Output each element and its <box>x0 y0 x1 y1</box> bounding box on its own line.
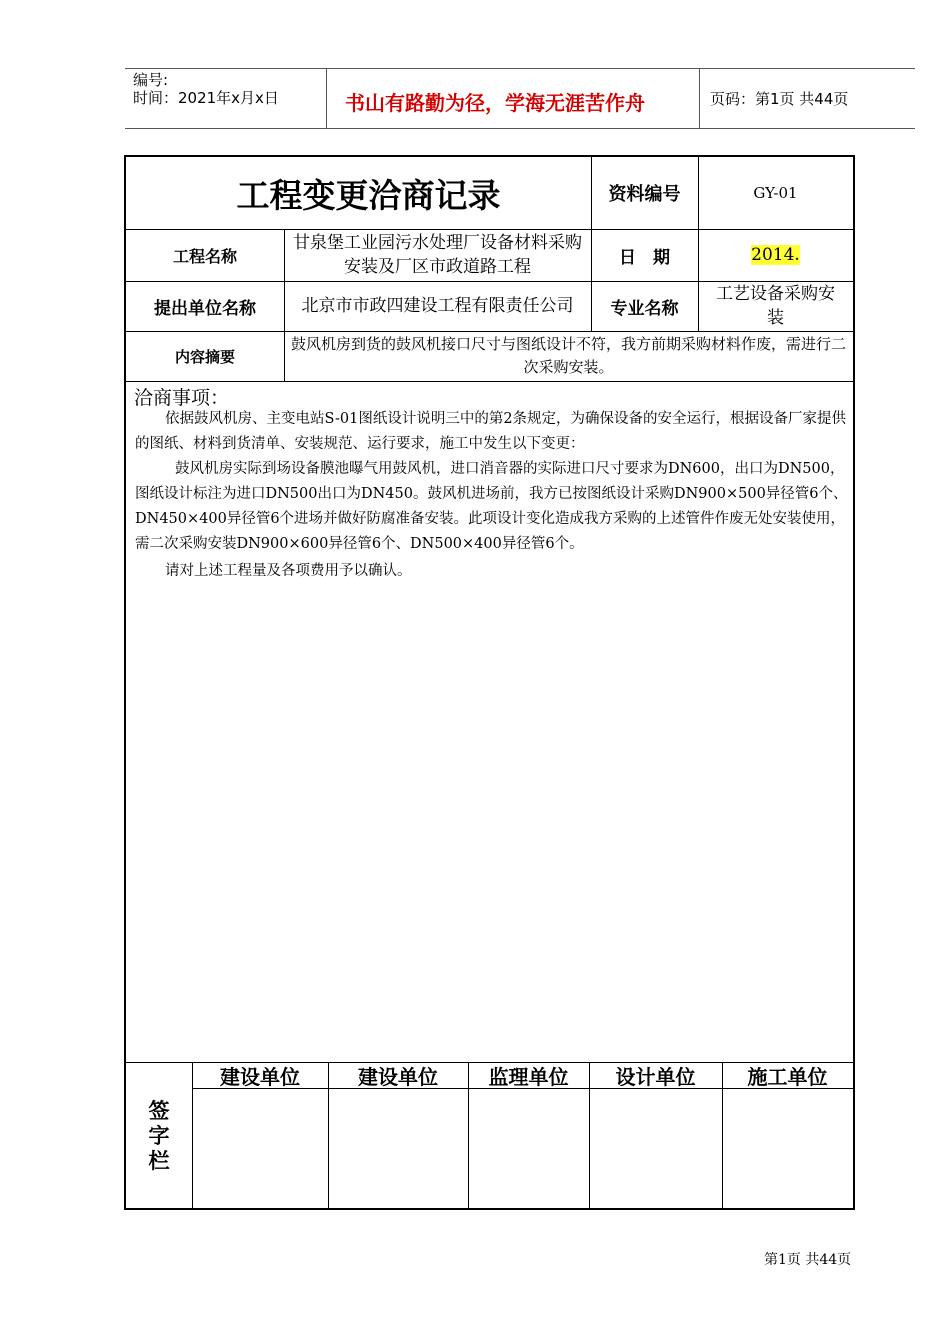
date-label: 日 期 <box>619 247 670 268</box>
header-page-number: 页码：第1页 共44页 <box>710 90 849 108</box>
date-value-cell <box>698 229 853 281</box>
signature-box[interactable] <box>590 1089 722 1208</box>
matters-paragraph: 依据鼓风机房、主变电站S-01图纸设计说明三中的第2条规定，为确保设备的安全运行，根据设备厂家提供的图纸、材料到货清单、安装规范、运行要求，施工中发生以下变更： <box>135 411 847 452</box>
doc-number-label: 资料编号 <box>608 184 681 205</box>
header-divider <box>326 68 327 128</box>
header-motto: 书山有路勤为径，学海无涯苦作舟 <box>345 91 645 115</box>
sign-column-header: 建设单位 <box>220 1064 300 1089</box>
signature-box[interactable] <box>469 1089 589 1208</box>
matters-body <box>135 407 849 584</box>
sign-column-header: 监理单位 <box>488 1064 569 1089</box>
signature-label <box>126 1062 192 1208</box>
specialty-label: 专业名称 <box>610 298 679 319</box>
header-top-rule <box>125 68 915 69</box>
document-time: 时间：2021年x月x日 <box>133 89 279 107</box>
doc-number-value: GY-01 <box>753 184 798 202</box>
signature-label-text: 签字栏 <box>148 1097 170 1173</box>
matters-label: 洽商事项： <box>134 387 230 409</box>
signature-box[interactable] <box>193 1089 328 1208</box>
summary-value: 鼓风机房到货的鼓风机接口尺寸与图纸设计不符，我方前期采购材料作废，需进行二次采购安装。 <box>290 335 846 376</box>
signature-box[interactable] <box>723 1089 853 1208</box>
submitting-unit-label: 提出单位名称 <box>154 298 256 319</box>
form-title: 工程变更洽商记录 <box>236 175 501 215</box>
signature-box[interactable] <box>329 1089 468 1208</box>
row-divider <box>126 381 853 382</box>
footer-page-number: 第1页 共44页 <box>764 1252 852 1268</box>
project-name-value: 甘泉堡工业园污水处理厂设备材料采购安装及厂区市政道路工程 <box>293 233 582 277</box>
specialty-value: 工艺设备采购安装 <box>716 284 835 328</box>
change-negotiation-form <box>124 155 855 1210</box>
header-divider <box>699 68 700 128</box>
document-number-label: 编号: <box>133 71 169 89</box>
submitting-unit-value: 北京市市政四建设工程有限责任公司 <box>301 296 574 316</box>
project-name-label: 工程名称 <box>172 246 237 266</box>
header-bottom-rule <box>125 128 915 129</box>
matters-paragraph: 鼓风机房实际到场设备膜池曝气用鼓风机，进口消音器的实际进口尺寸要求为DN600，出口为DN500，图纸设计标注为进口DN500出口为DN450。鼓风机进场前，我方已按图纸设计采购DN900×500异径管6个、DN450×400异径管6个进场并做好防腐准备安装。此项设计变化造成我方采购的上述管件作废无处安装使用，需二次采购安装DN900×600异径管6个、DN500×400异径管6个。 <box>135 461 848 552</box>
sign-column-header: 建设单位 <box>358 1064 438 1089</box>
date-value: 2014. <box>751 245 800 265</box>
matters-paragraph: 请对上述工程量及各项费用予以确认。 <box>165 563 412 579</box>
sign-column-header: 施工单位 <box>747 1064 828 1089</box>
summary-label: 内容摘要 <box>174 347 235 366</box>
sign-column-header: 设计单位 <box>615 1064 696 1089</box>
